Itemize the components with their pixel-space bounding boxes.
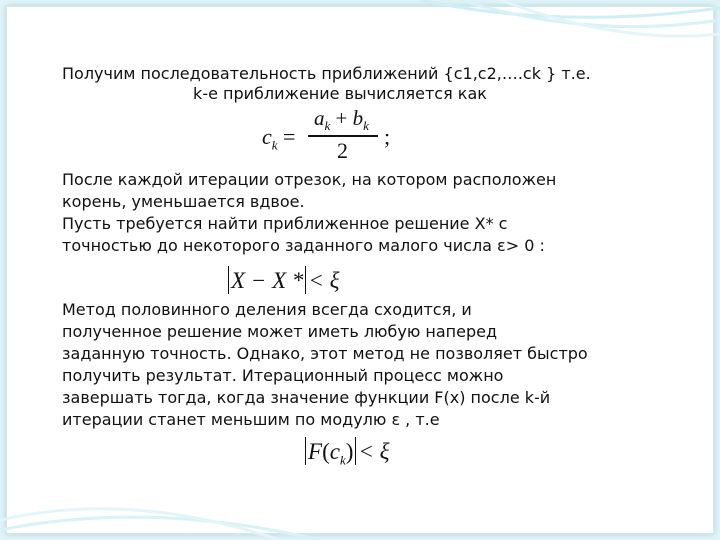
para3-line-2: полученное решение может иметь любую наперед [62, 322, 498, 341]
abs-bar-right [305, 266, 306, 294]
formula-ck [262, 104, 412, 164]
formula-denominator: 2 [337, 138, 348, 163]
intro-line-2: k-е приближение вычисляется как [193, 84, 487, 103]
para2-line-1: После каждой итерации отрезок, на котором расположен [62, 170, 557, 189]
para3-line-4: получить результат. Итерационный процесс можно [62, 366, 504, 385]
para2-line-2: корень, уменьшается вдвое. [62, 192, 305, 211]
para3-line-6: итерации станет меньшим по модулю ε , т.е [62, 410, 440, 429]
para3-line-5: завершать тогда, когда значение функции F(x) после k-й [62, 388, 551, 407]
abs-bar-left [228, 266, 229, 294]
para2-line-3: Пусть требуется найти приближенное решение X* с [62, 214, 508, 233]
para2-line-4: точностью до некоторого заданного малого числа ε> 0 : [62, 236, 545, 255]
para3-line-1: Метод половинного деления всегда сходится, и [62, 300, 472, 319]
inequality-x-error: X − X * < ξ [226, 266, 340, 294]
intro-line-1: Получим последовательность приближений {c1,c2,….ck } т.е. [62, 64, 591, 83]
inequality-f-ck: $F(c_k) < \xi$ [303, 437, 390, 469]
fraction-bar [308, 135, 378, 137]
formula-numerator: $a_k + b_k$ [314, 106, 369, 134]
formula-semicolon: ; [384, 124, 391, 149]
para3-line-3: заданную точность. Однако, этот метод не позволяет быстро [62, 344, 588, 363]
formula-lhs: $c_k$ = [262, 124, 296, 153]
abs-bar-left [305, 437, 306, 465]
abs-bar-right [355, 437, 356, 465]
